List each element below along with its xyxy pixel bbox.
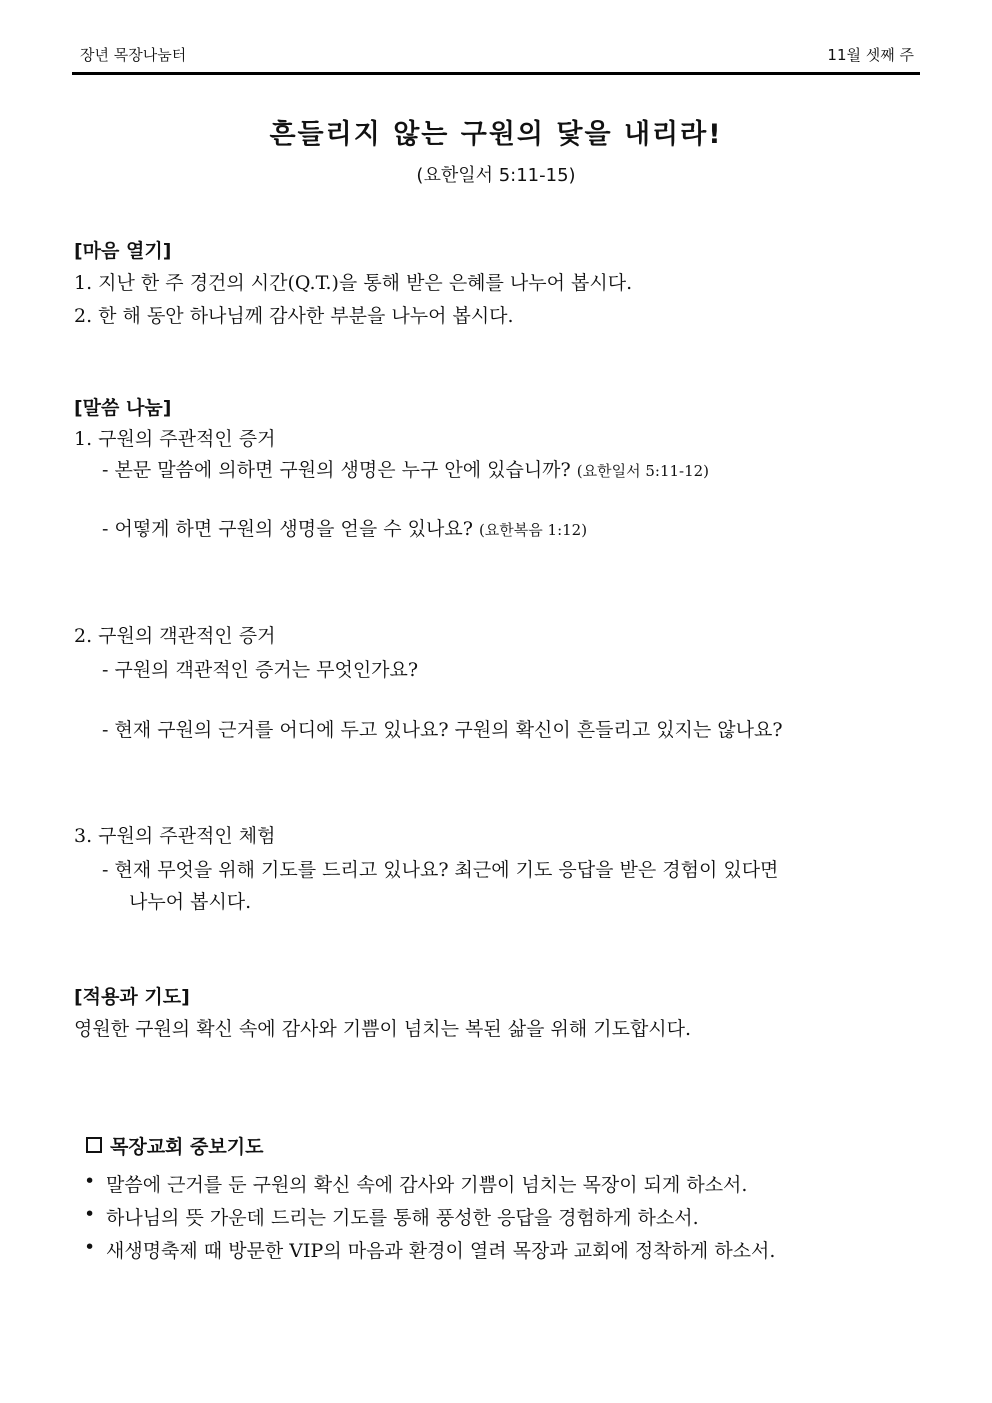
scripture-reference: (요한일서 5:11-15) <box>416 165 576 186</box>
header-divider <box>72 72 920 75</box>
question-continuation: 나누어 봅시다. <box>129 891 252 913</box>
question-text: - 구원의 객관적인 증거는 무엇인가요? <box>102 659 419 681</box>
header-left-label: 장년 목장나눔터 <box>80 46 187 64</box>
open-heart-item: 2. 한 해 동안 하나님께 감사한 부분을 나누어 봅시다. <box>74 305 514 327</box>
point-title: 1. 구원의 주관적인 증거 <box>74 428 276 450</box>
question-line <box>102 514 587 541</box>
bullet-icon: • <box>84 1170 96 1192</box>
question-line <box>102 455 709 482</box>
open-heart-item: 1. 지난 한 주 경건의 시간(Q.T.)을 통해 받은 은혜를 나누어 봅시다. <box>74 272 633 294</box>
intercession-item: 말씀에 근거를 둔 구원의 확신 속에 감사와 기쁨이 넘치는 목장이 되게 하소서. <box>106 1174 748 1196</box>
point-title: 3. 구원의 주관적인 체험 <box>74 825 276 847</box>
page-title: 흔들리지 않는 구원의 닻을 내리라! <box>269 119 723 150</box>
application-heading: [적용과 기도] <box>74 986 190 1008</box>
bullet-icon: • <box>84 1236 96 1258</box>
application-text: 영원한 구원의 확신 속에 감사와 기쁨이 넘치는 복된 삶을 위해 기도합시다. <box>74 1018 692 1040</box>
question-reference: (요한일서 5:11-12) <box>576 462 710 480</box>
open-heart-heading: [마음 열기] <box>74 240 172 262</box>
word-sharing-heading: [말씀 나눔] <box>74 397 172 419</box>
intercession-heading: 목장교회 중보기도 <box>110 1136 264 1158</box>
bullet-icon: • <box>84 1203 96 1225</box>
question-text: - 어떻게 하면 구원의 생명을 얻을 수 있나요? <box>102 518 473 540</box>
checkbox-icon <box>86 1137 102 1153</box>
intercession-item: 하나님의 뜻 가운데 드리는 기도를 통해 풍성한 응답을 경험하게 하소서. <box>106 1207 699 1229</box>
header-right-label: 11월 셋째 주 <box>827 46 914 64</box>
question-text: - 현재 구원의 근거를 어디에 두고 있나요? 구원의 확신이 흔들리고 있지는 않나요? <box>102 719 783 741</box>
point-title: 2. 구원의 객관적인 증거 <box>74 625 276 647</box>
intercession-item: 새생명축제 때 방문한 VIP의 마음과 환경이 열려 목장과 교회에 정착하게 하소서. <box>106 1240 776 1262</box>
question-text: - 현재 무엇을 위해 기도를 드리고 있나요? 최근에 기도 응답을 받은 경험이 있다면 <box>102 859 779 881</box>
question-reference: (요한복음 1:12) <box>478 521 588 539</box>
question-text: - 본문 말씀에 의하면 구원의 생명은 누구 안에 있습니까? <box>102 459 571 481</box>
